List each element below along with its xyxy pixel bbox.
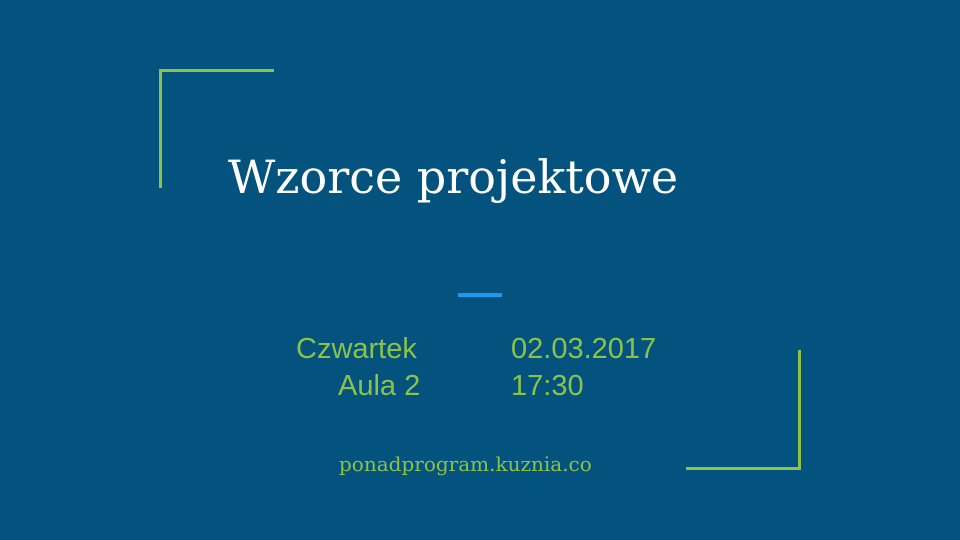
event-time: 17:30	[511, 370, 584, 402]
website-address: ponadprogram.kuznia.co	[339, 452, 592, 476]
bottom-right-corner-accent	[686, 350, 801, 470]
slide-title: Wzorce projektowe	[228, 150, 679, 204]
event-room: Aula 2	[338, 370, 421, 402]
event-day: Czwartek	[296, 333, 417, 365]
event-date: 02.03.2017	[511, 333, 657, 365]
title-divider	[458, 293, 502, 297]
